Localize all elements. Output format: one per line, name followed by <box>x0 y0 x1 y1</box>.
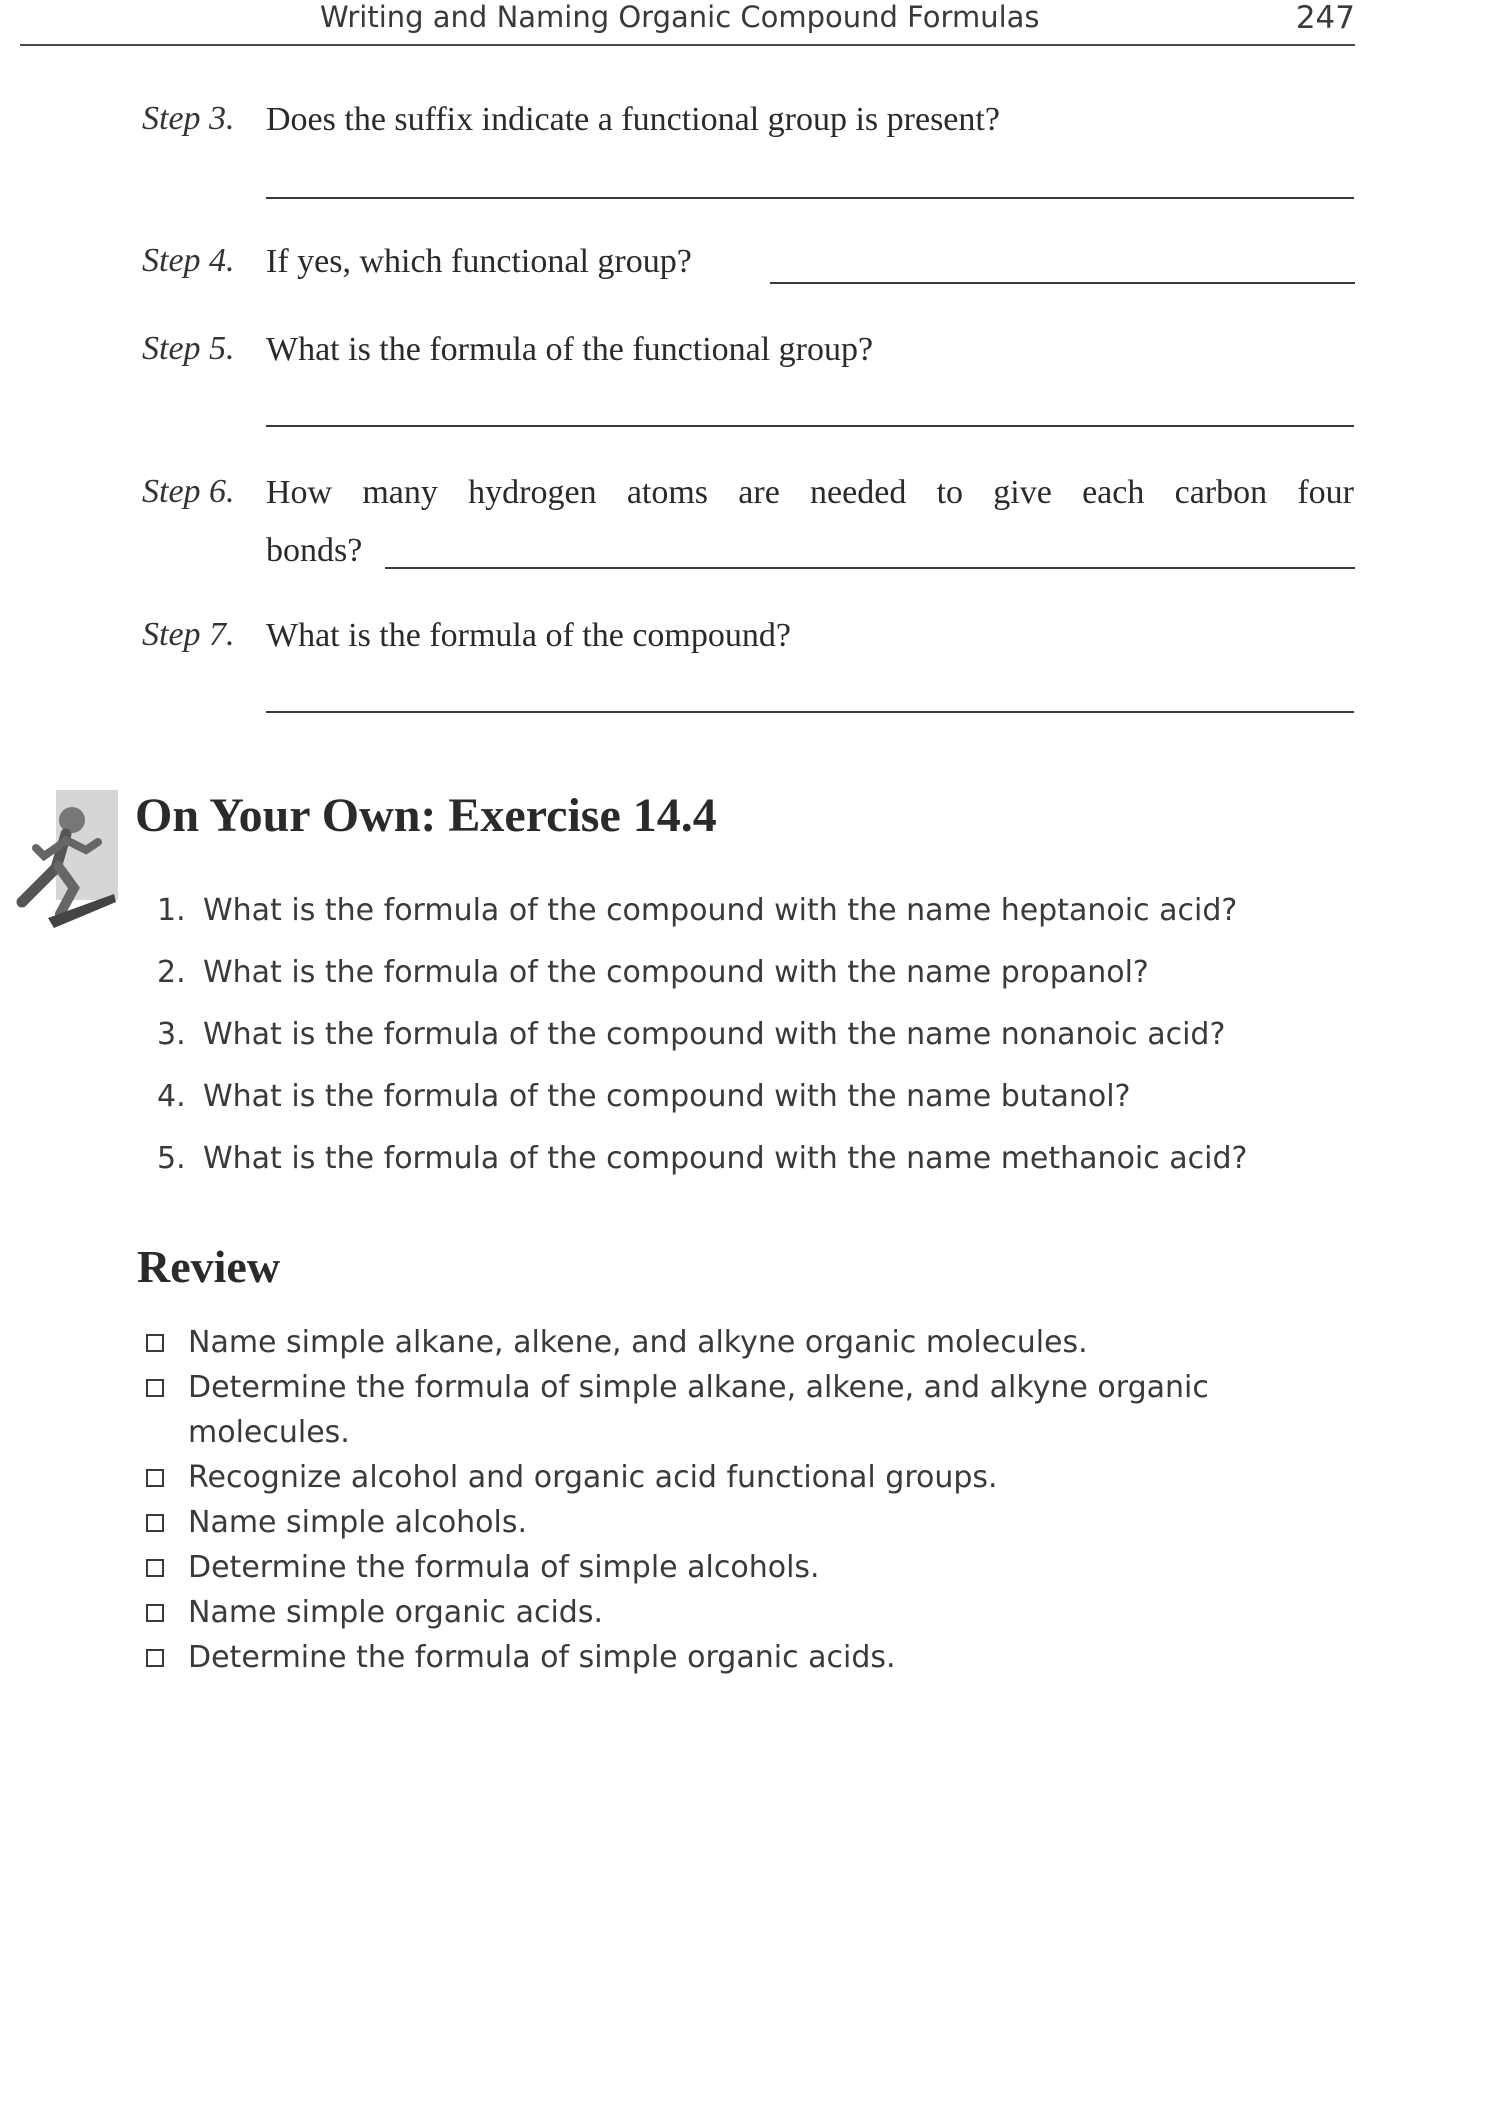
review-item: Name simple alkane, alkene, and alkyne organic molecules. <box>143 1320 1263 1365</box>
list-item: 3. What is the formula of the compound with the name nonanoic acid? <box>157 1017 1226 1052</box>
review-item: Name simple alcohols. <box>143 1500 1263 1545</box>
running-header <box>20 0 1355 46</box>
review-item: Recognize alcohol and organic acid functional groups. <box>143 1455 1263 1500</box>
step-3-question: Does the suffix indicate a functional group is present? <box>266 101 1000 138</box>
page-number: 247 <box>1295 0 1355 36</box>
step-7-label: Step 7. <box>142 616 235 653</box>
step-3-label: Step 3. <box>142 100 235 137</box>
list-item: 5. What is the formula of the compound with the name methanoic acid? <box>157 1141 1248 1176</box>
running-title: Writing and Naming Organic Compound Formulas <box>320 0 1040 34</box>
answer-line-step-6[interactable] <box>385 567 1355 569</box>
answer-line-step-3[interactable] <box>266 197 1354 199</box>
review-item: Determine the formula of simple organic acids. <box>143 1635 1263 1680</box>
checkbox[interactable] <box>146 1469 164 1487</box>
step-5-question: What is the formula of the functional group? <box>266 331 874 368</box>
answer-line-step-4[interactable] <box>770 282 1355 284</box>
review-item: Determine the formula of simple alcohols. <box>143 1545 1263 1590</box>
step-6-label: Step 6. <box>142 473 235 510</box>
checkbox[interactable] <box>146 1379 164 1397</box>
review-item: Name simple organic acids. <box>143 1590 1263 1635</box>
exercise-list <box>157 880 1247 1190</box>
step-4-question: If yes, which functional group? <box>266 243 692 280</box>
review-checklist <box>143 1320 1263 1680</box>
list-item: 1. What is the formula of the compound with the name heptanoic acid? <box>157 893 1238 928</box>
checkbox[interactable] <box>146 1559 164 1577</box>
checkbox[interactable] <box>146 1514 164 1532</box>
review-title: Review <box>137 1241 281 1292</box>
list-item: 4. What is the formula of the compound with the name butanol? <box>157 1079 1131 1114</box>
checkbox[interactable] <box>146 1604 164 1622</box>
checkbox[interactable] <box>146 1334 164 1352</box>
step-6-question-line-1: How many hydrogen atoms are needed to give each carbon four <box>266 474 1354 511</box>
exercise-title: On Your Own: Exercise 14.4 <box>135 789 717 842</box>
list-item: 2. What is the formula of the compound with the name propanol? <box>157 955 1149 990</box>
step-6-question-line-2: bonds? <box>266 532 363 569</box>
answer-line-step-7[interactable] <box>266 711 1354 713</box>
review-item: Determine the formula of simple alkane, alkene, and alkyne organic molecules. <box>143 1365 1263 1455</box>
answer-line-step-5[interactable] <box>266 425 1354 427</box>
step-4-label: Step 4. <box>142 242 235 279</box>
checkbox[interactable] <box>146 1649 164 1667</box>
running-figure-icon <box>8 790 120 940</box>
step-7-question: What is the formula of the compound? <box>266 617 791 654</box>
step-5-label: Step 5. <box>142 330 235 367</box>
